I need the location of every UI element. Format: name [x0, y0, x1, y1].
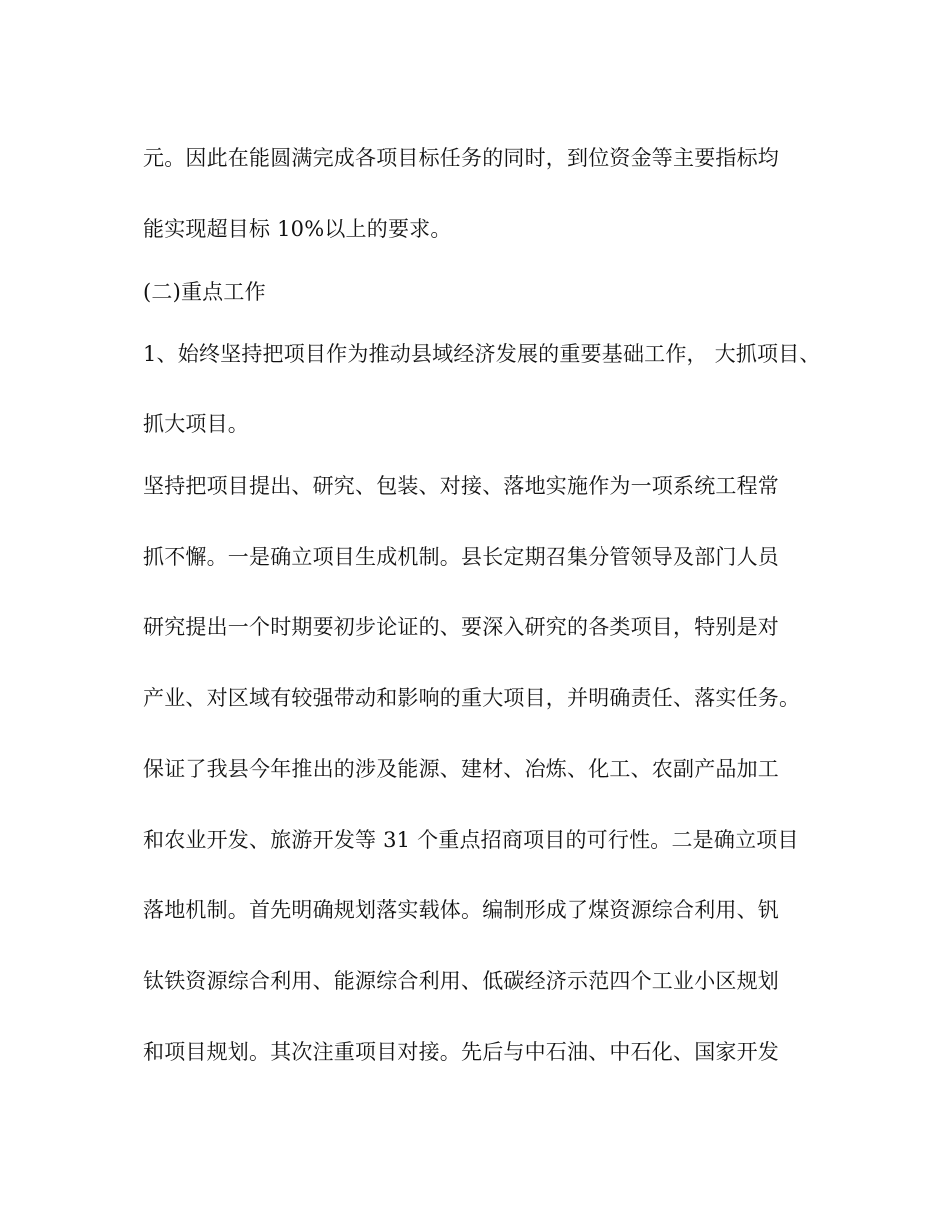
numbered-item-heading-cont: 抓大项目。 [143, 412, 249, 436]
paragraph-line-3: 坚持把项目提出、研究、包装、对接、落地实施作为一项系统工程常 [143, 474, 779, 498]
paragraph-line-4: 抓不懈。一是确立项目生成机制。县长定期召集分管领导及部门人员 [143, 545, 779, 569]
paragraph-line-2: 能实现超目标 10%以上的要求。 [143, 217, 452, 241]
paragraph-line-9: 落地机制。首先明确规划落实载体。编制形成了煤资源综合利用、钒 [143, 898, 779, 922]
paragraph-line-11: 和项目规划。其次注重项目对接。先后与中石油、中石化、国家开发 [143, 1040, 779, 1064]
paragraph-line-7: 保证了我县今年推出的涉及能源、建材、冶炼、化工、农副产品加工 [143, 757, 779, 781]
paragraph-line-1: 元。因此在能圆满完成各项目标任务的同时，到位资金等主要指标均 [143, 146, 779, 170]
paragraph-line-5: 研究提出一个时期要初步论证的、要深入研究的各类项目，特别是对 [143, 615, 779, 639]
numbered-item-heading: 1、始终坚持把项目作为推动县域经济发展的重要基础工作， 大抓项目、 [143, 342, 821, 366]
section-heading: (二)重点工作 [143, 280, 266, 304]
paragraph-line-8: 和农业开发、旅游开发等 31 个重点招商项目的可行性。二是确立项目 [143, 828, 799, 852]
paragraph-line-6: 产业、对区域有较强带动和影响的重大项目，并明确责任、落实任务。 [143, 686, 801, 710]
paragraph-line-10: 钛铁资源综合利用、能源综合利用、低碳经济示范四个工业小区规划 [143, 969, 779, 993]
